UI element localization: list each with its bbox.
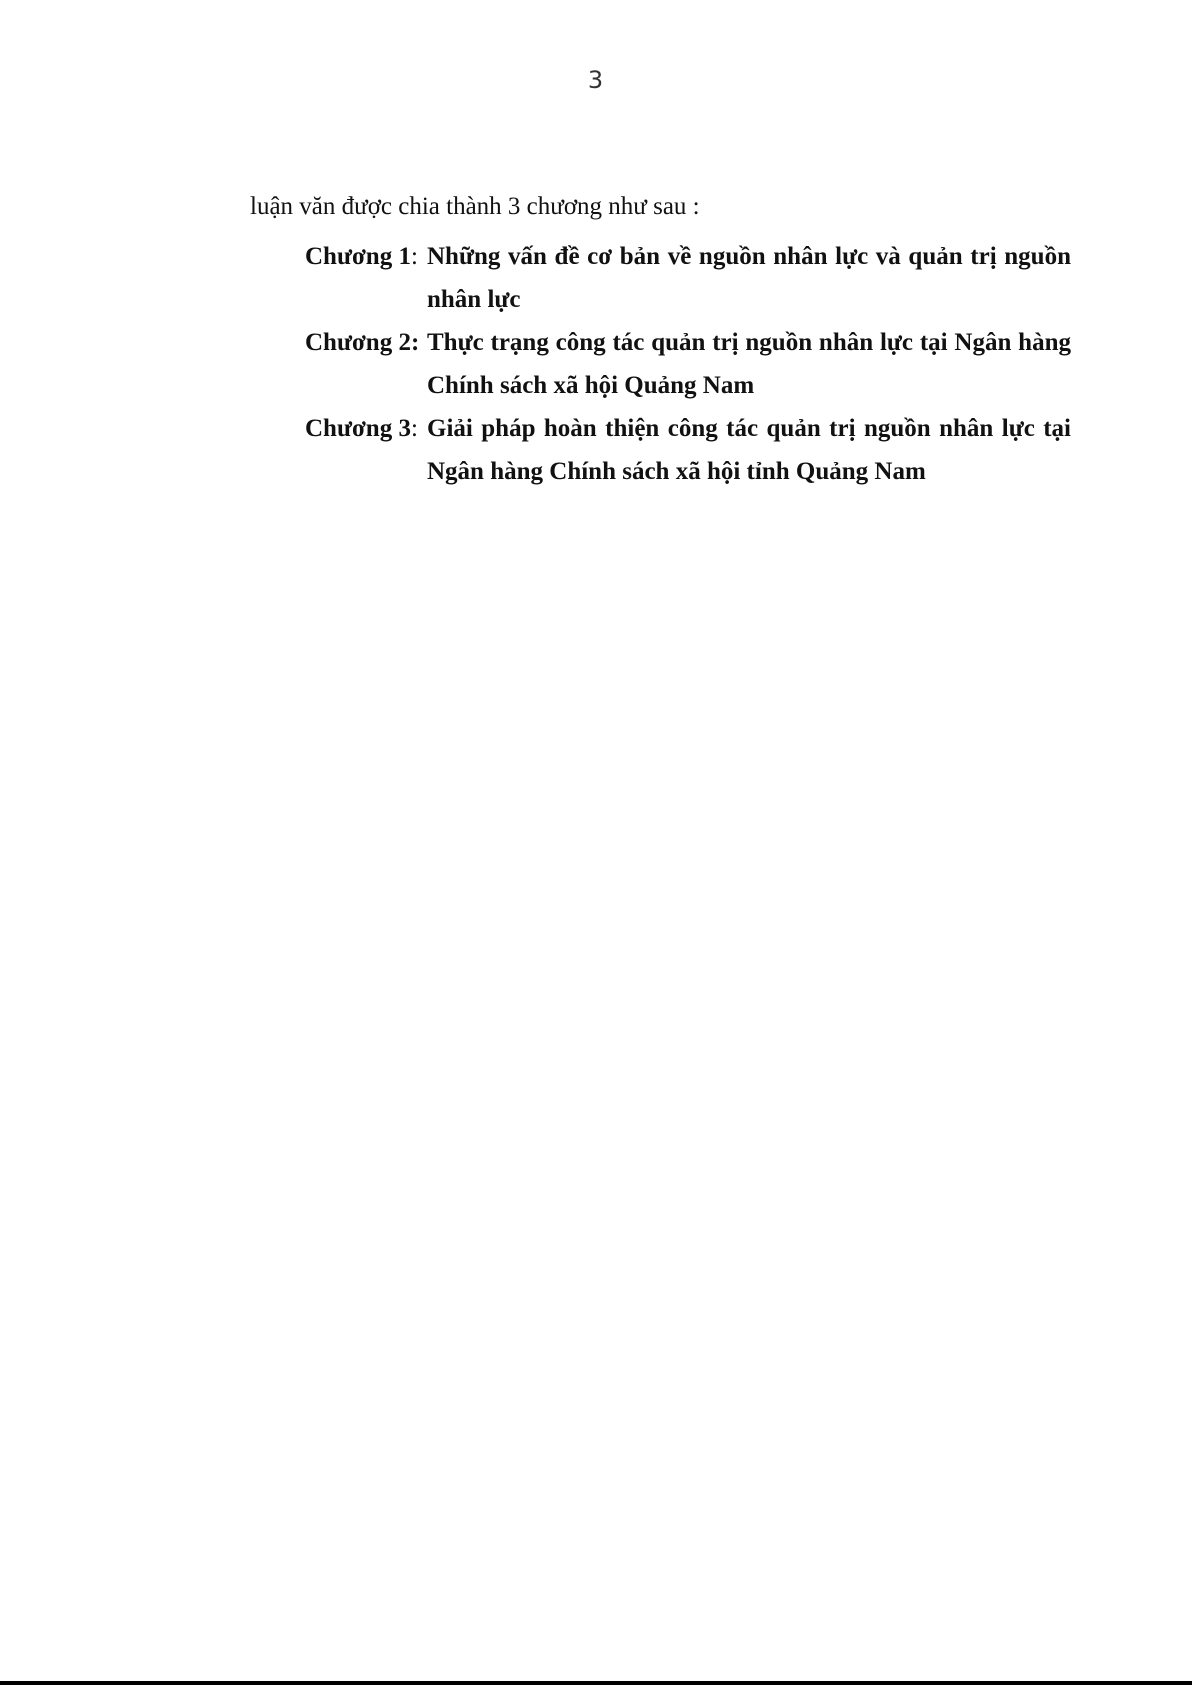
chapter-title: Những vấn đề cơ bản về nguồn nhân lực và quản trị nguồn nhân lực	[427, 243, 1071, 313]
chapter-item-3	[305, 407, 1071, 493]
chapter-number: Chương 1	[305, 243, 411, 270]
chapter-title: Giải pháp hoàn thiện công tác quản trị nguồn nhân lực tại Ngân hàng Chính sách xã hội tỉnh Quảng Nam	[427, 415, 1071, 485]
bottom-border	[0, 1681, 1192, 1685]
chapter-colon: :	[410, 329, 420, 356]
chapter-list	[305, 235, 1071, 493]
chapter-label	[305, 235, 427, 278]
chapter-title: Thực trạng công tác quản trị nguồn nhân lực tại Ngân hàng Chính sách xã hội Quảng Nam	[427, 329, 1071, 399]
intro-text: luận văn được chia thành 3 chương như sau :	[250, 193, 700, 220]
chapter-item-1	[305, 235, 1071, 321]
chapter-item-2	[305, 321, 1071, 407]
chapter-label	[305, 407, 427, 450]
chapter-label	[305, 321, 427, 364]
page-number: 3	[587, 66, 605, 94]
chapter-number: Chương 2	[305, 329, 411, 356]
chapter-colon: :	[410, 415, 418, 442]
chapter-number: Chương 3	[305, 415, 411, 442]
chapter-colon: :	[410, 243, 418, 270]
